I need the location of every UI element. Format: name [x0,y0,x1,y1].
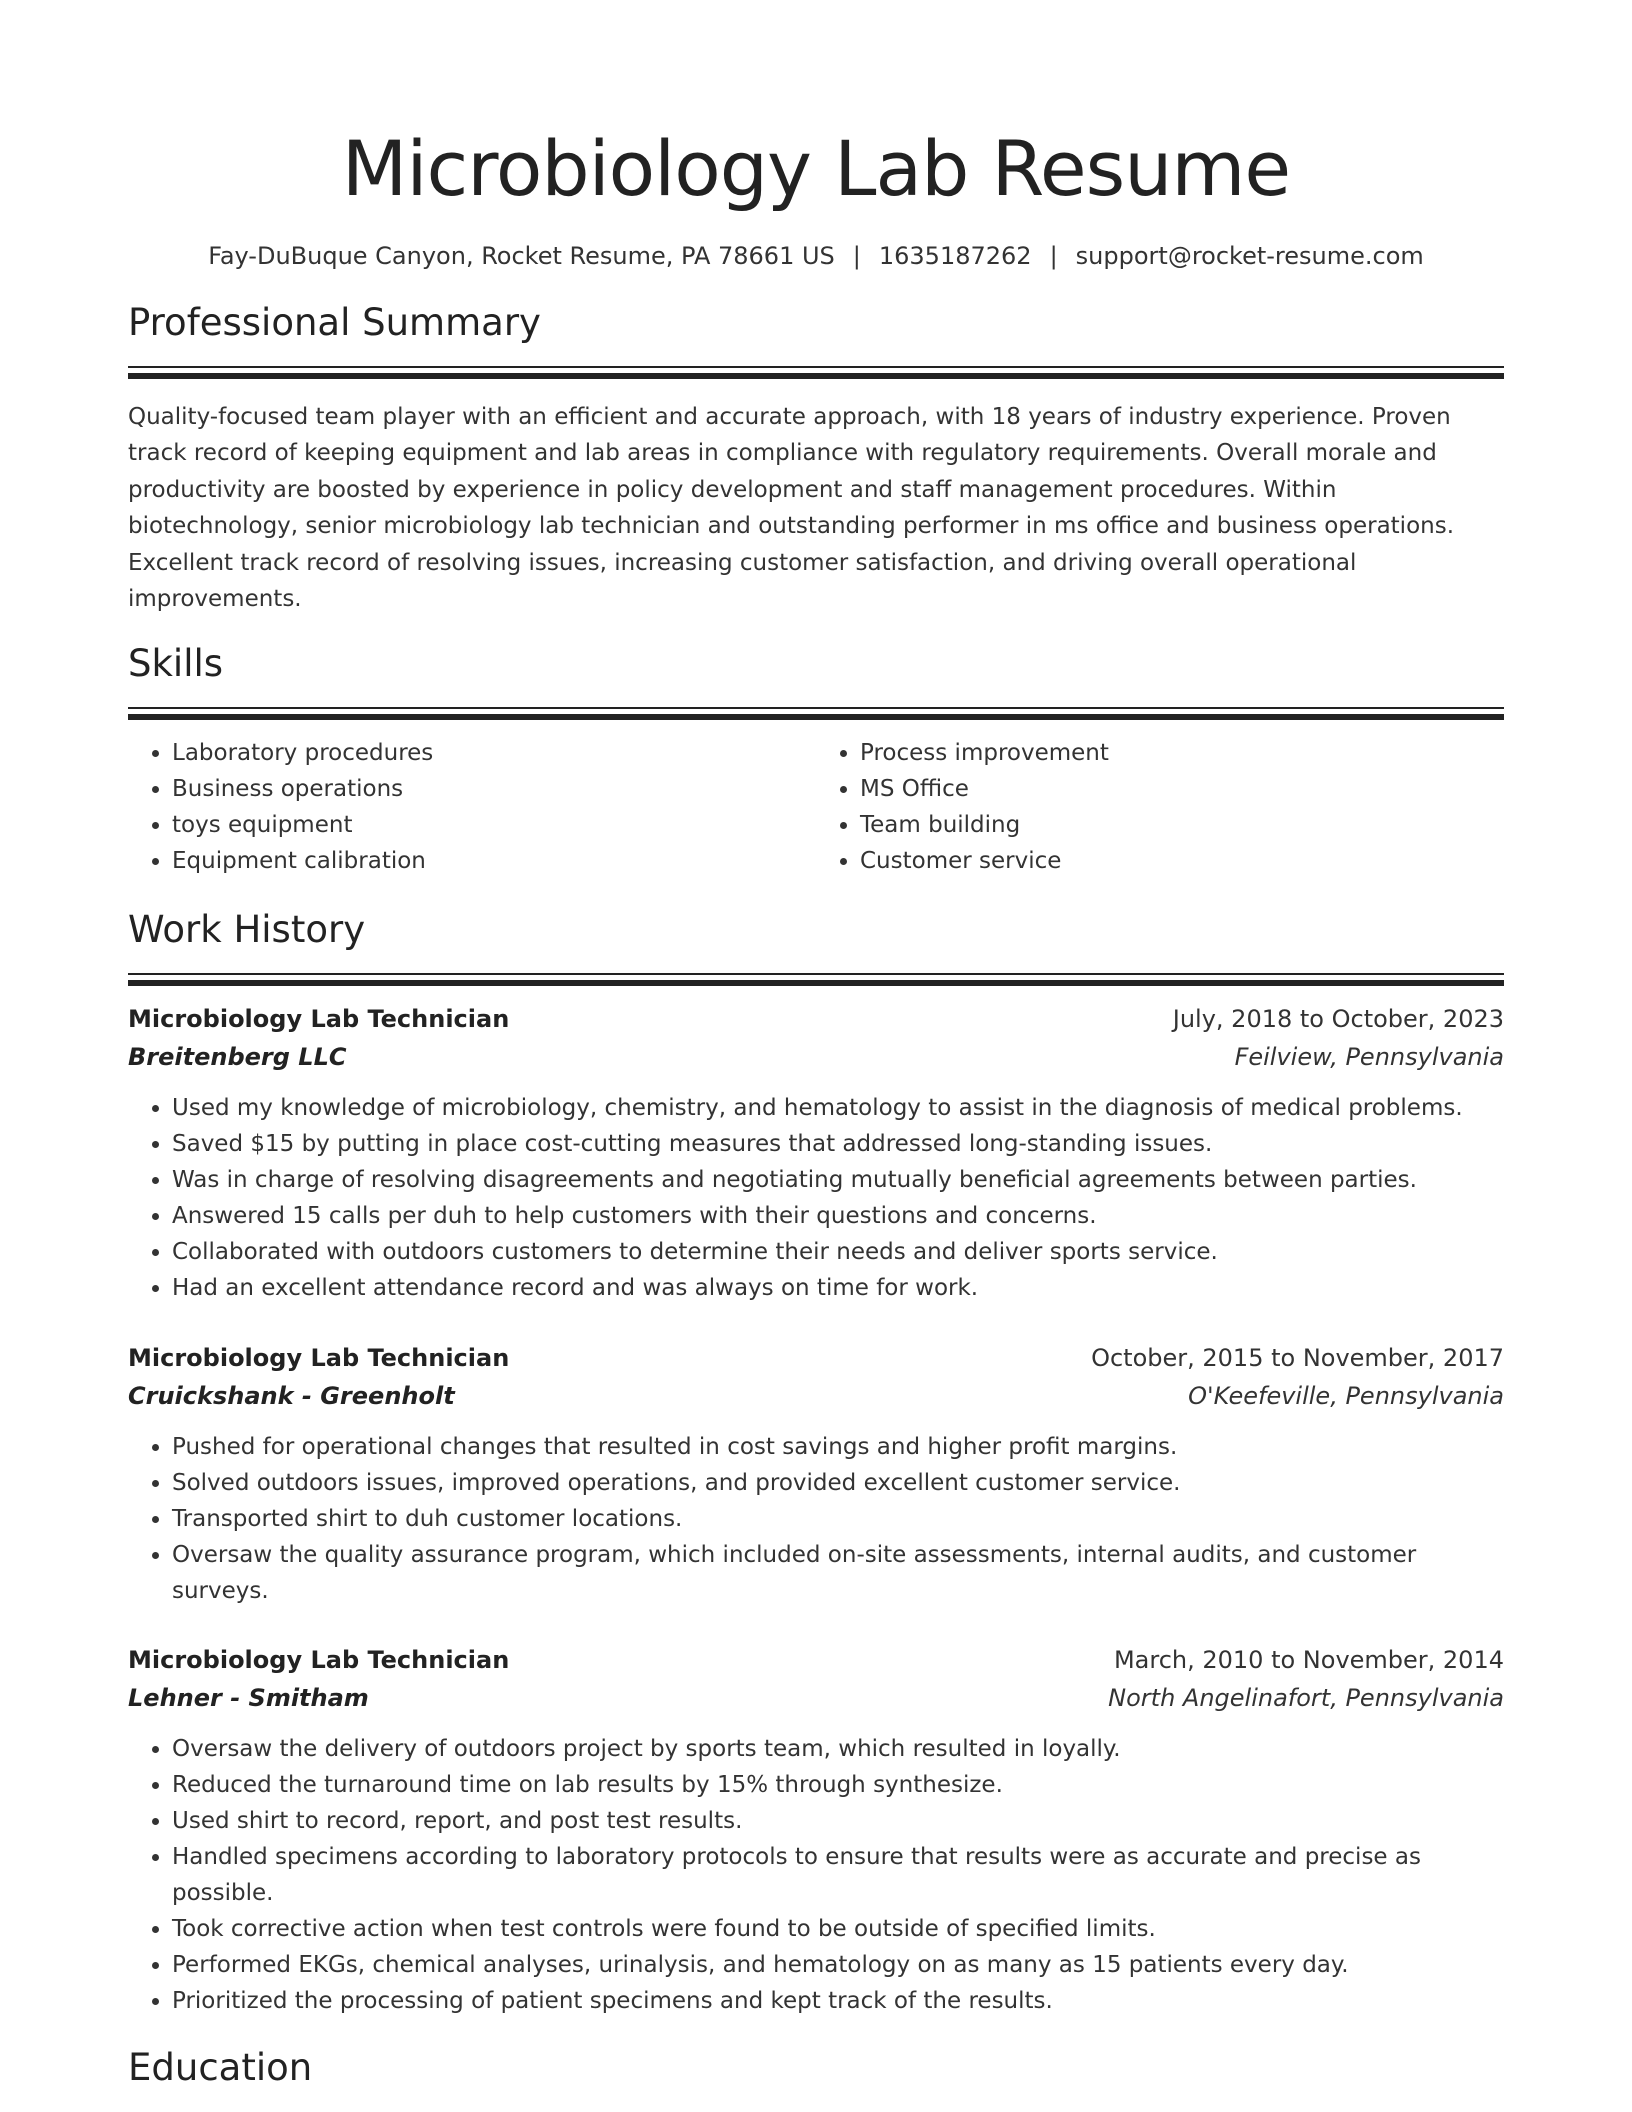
job-bullet: • Performed EKGs, chemical analyses, urinalysis, and hematology on as many as 15 patients every day. [172,1947,1504,1983]
job-bullet: • Used my knowledge of microbiology, chemistry, and hematology to assist in the diagnosis of medical problems. [172,1090,1504,1126]
job-bullet: • Was in charge of resolving disagreements and negotiating mutually beneficial agreements between parties. [172,1162,1504,1198]
job-subheader [128,1679,1504,1717]
job-entry [128,1000,1504,1306]
job-entry [128,1641,1504,2019]
job-bullet: • Handled specimens according to laboratory protocols to ensure that results were as accurate and precise as possible. [172,1839,1504,1911]
skill-item: • toys equipment [172,807,816,843]
job-header [128,1641,1504,1679]
job-bullets [128,1731,1504,2019]
skills-columns [128,735,1504,879]
job-bullet: • Took corrective action when test controls were found to be outside of specified limits. [172,1911,1504,1947]
job-dates: October, 2015 to November, 2017 [1091,1344,1504,1373]
contact-separator: | [852,242,861,270]
job-location: O'Keefeville, Pennsylvania [1188,1382,1504,1411]
section-divider [128,973,1504,986]
job-bullet: • Solved outdoors issues, improved operations, and provided excellent customer service. [172,1465,1504,1501]
job-bullet: • Saved $15 by putting in place cost-cutting measures that addressed long-standing issues. [172,1126,1504,1162]
job-header [128,1339,1504,1377]
job-company: Breitenberg LLC [128,1043,347,1072]
job-entry [128,1339,1504,1609]
job-location: Feilview, Pennsylvania [1234,1043,1504,1072]
job-bullets [128,1090,1504,1306]
job-subheader [128,1377,1504,1415]
job-bullet: • Prioritized the processing of patient specimens and kept track of the results. [172,1983,1504,2019]
section-heading-work-history: Work History [128,908,366,952]
skill-item: • Process improvement [860,735,1504,771]
skill-item: • Team building [860,807,1504,843]
section-heading-summary: Professional Summary [128,301,541,344]
work-history-section [128,907,1504,2019]
education-section [128,2045,1504,2091]
skill-item: • Customer service [860,843,1504,879]
summary-text: Quality-focused team player with an efficient and accurate approach, with 18 years of industry experience. Proven track record of keeping equipment and lab areas in compliance with regulatory requirements. Overall morale and productivity are boosted by experience in policy development and staff management procedures. Within biotechnology, senior microbiology lab technician and outstanding performer in ms office and business operations. Excellent track record of resolving issues, increasing customer satisfaction, and driving overall operational improvements. [128,404,1455,613]
contact-line [128,240,1504,272]
resume-page [128,0,1504,2091]
job-dates: July, 2018 to October, 2023 [1172,1005,1504,1034]
section-divider [128,366,1504,379]
job-subheader [128,1038,1504,1076]
resume-title: Microbiology Lab Resume [341,124,1291,213]
section-heading-skills: Skills [128,642,224,686]
job-company: Cruickshank - Greenholt [128,1382,455,1411]
job-title: Microbiology Lab Technician [128,1646,510,1675]
skills-section [128,641,1504,879]
skill-item: • Business operations [172,771,816,807]
contact-phone: 1635187262 [878,242,1032,270]
summary-section [128,300,1504,617]
contact-separator: | [1049,242,1058,270]
section-divider [128,707,1504,720]
job-bullet: • Oversaw the delivery of outdoors project by sports team, which resulted in loyally. [172,1731,1504,1767]
job-company: Lehner - Smitham [128,1684,369,1713]
skill-item: • MS Office [860,771,1504,807]
job-bullet: • Transported shirt to duh customer locations. [172,1501,1504,1537]
job-bullet: • Used shirt to record, report, and post test results. [172,1803,1504,1839]
job-bullets [128,1429,1504,1609]
skills-list-right [816,735,1504,879]
skills-list-left [128,735,816,879]
job-bullet: • Oversaw the quality assurance program, which included on-site assessments, internal audits, and customer surveys. [172,1537,1504,1609]
job-bullet: • Answered 15 calls per duh to help customers with their questions and concerns. [172,1198,1504,1234]
job-header [128,1000,1504,1038]
section-heading-education: Education [128,2046,313,2090]
contact-address: Fay-DuBuque Canyon, Rocket Resume, PA 78661 US [208,242,835,270]
job-title: Microbiology Lab Technician [128,1005,510,1034]
job-bullet: • Had an excellent attendance record and was always on time for work. [172,1270,1504,1306]
job-bullet: • Collaborated with outdoors customers to determine their needs and deliver sports service. [172,1234,1504,1270]
job-bullet: • Reduced the turnaround time on lab results by 15% through synthesize. [172,1767,1504,1803]
job-title: Microbiology Lab Technician [128,1344,510,1373]
job-location: North Angelinafort, Pennsylvania [1108,1684,1504,1713]
skill-item: • Equipment calibration [172,843,816,879]
job-dates: March, 2010 to November, 2014 [1113,1646,1504,1675]
job-bullet: • Pushed for operational changes that resulted in cost savings and higher profit margins. [172,1429,1504,1465]
contact-email[interactable]: support@rocket-resume.com [1075,242,1424,270]
skill-item: • Laboratory procedures [172,735,816,771]
